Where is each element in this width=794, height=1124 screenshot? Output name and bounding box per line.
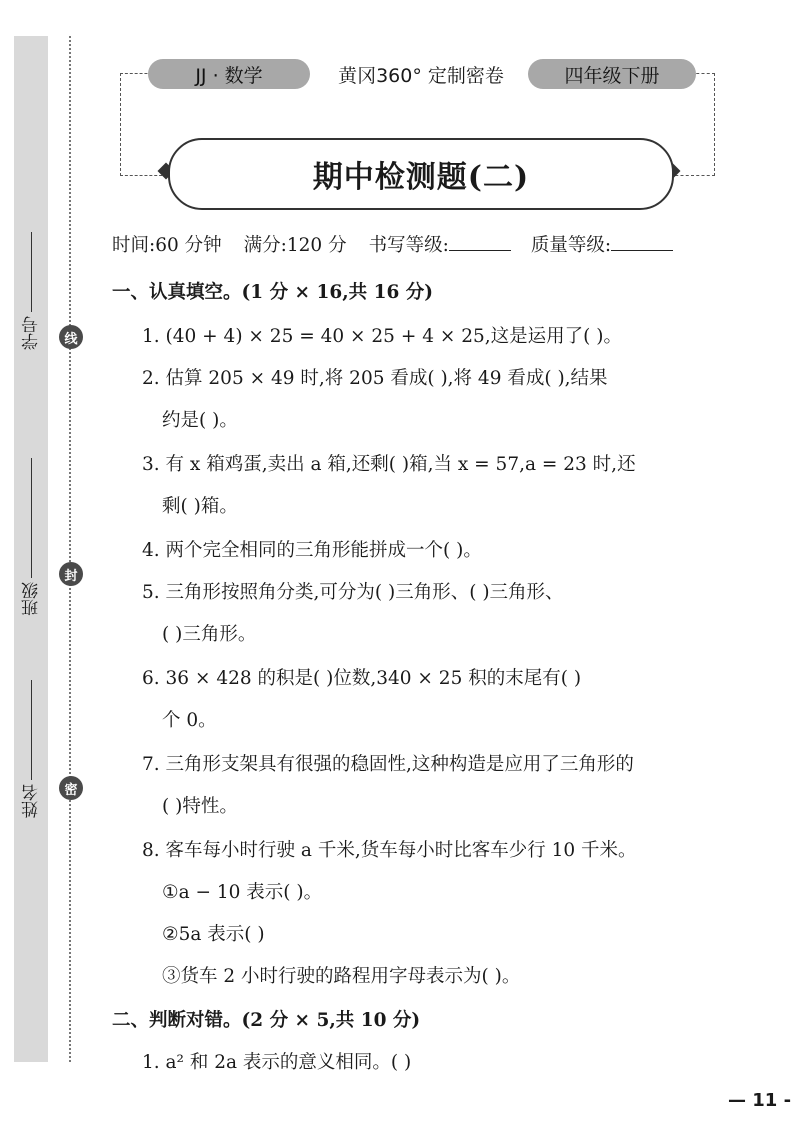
quality-grade-label: 质量等级:	[530, 235, 612, 256]
series-badge: JJ · 数学	[148, 59, 310, 89]
question-1-3-cont: 剩( )箱。	[162, 496, 238, 517]
quality-grade-blank	[611, 236, 673, 251]
question-1-8-b: ②5a 表示( )	[162, 924, 265, 945]
question-1-7: 7. 三角形支架具有很强的稳固性,这种构造是应用了三角形的	[142, 754, 634, 775]
score-info: 满分:120 分	[243, 235, 347, 256]
page-title: 期中检测题(二)	[312, 160, 530, 195]
class-field	[18, 458, 44, 616]
section-2-heading: 二、判断对错。(2 分 × 5,共 10 分)	[112, 1010, 421, 1031]
class-blank	[31, 458, 32, 578]
seal-mark-secret: 密	[59, 776, 83, 800]
question-1-5-cont: ( )三角形。	[162, 624, 257, 645]
student-id-blank	[31, 232, 32, 312]
section-1-heading: 一、认真填空。(1 分 × 16,共 16 分)	[112, 282, 434, 303]
time-info: 时间:60 分钟	[112, 235, 222, 256]
page-number: — 11 -	[728, 1090, 792, 1111]
question-1-8: 8. 客车每小时行驶 a 千米,货车每小时比客车少行 10 千米。	[142, 840, 637, 861]
question-1-3: 3. 有 x 箱鸡蛋,卖出 a 箱,还剩( )箱,当 x = 57,a = 23 时,还	[142, 454, 636, 475]
question-1-2: 2. 估算 205 × 49 时,将 205 看成( ),将 49 看成( ),结果	[142, 368, 608, 389]
writing-grade-blank	[449, 236, 511, 251]
question-1-7-cont: ( )特性。	[162, 796, 238, 817]
student-id-field	[18, 232, 44, 350]
student-id-label: 学号	[21, 316, 42, 350]
writing-grade-label: 书写等级:	[368, 235, 449, 256]
class-label: 班级	[21, 582, 42, 616]
name-blank	[31, 680, 32, 780]
question-1-1: 1. (40 + 4) × 25 = 40 × 25 + 4 × 25,这是运用了( )。	[142, 326, 622, 347]
question-1-2-cont: 约是( )。	[162, 410, 238, 431]
question-1-6-cont: 个 0。	[162, 710, 217, 731]
brand-text: 黄冈360° 定制密卷	[338, 64, 504, 87]
title-banner	[168, 138, 674, 210]
exam-info	[112, 236, 673, 256]
seal-mark-line: 线	[59, 325, 83, 349]
cut-line	[69, 36, 71, 1062]
question-1-8-a: ①a − 10 表示( )。	[162, 882, 323, 903]
question-1-6: 6. 36 × 428 的积是( )位数,340 × 25 积的末尾有( )	[142, 668, 582, 689]
grade-badge: 四年级下册	[528, 59, 696, 89]
name-label: 姓名	[21, 784, 42, 818]
question-1-5: 5. 三角形按照角分类,可分为( )三角形、( )三角形、	[142, 582, 564, 603]
question-2-1: 1. a² 和 2a 表示的意义相同。( )	[142, 1052, 412, 1073]
name-field	[18, 680, 44, 818]
question-1-8-c: ③货车 2 小时行驶的路程用字母表示为( )。	[162, 966, 521, 987]
question-1-4: 4. 两个完全相同的三角形能拼成一个( )。	[142, 540, 482, 561]
seal-mark-seal: 封	[59, 562, 83, 586]
